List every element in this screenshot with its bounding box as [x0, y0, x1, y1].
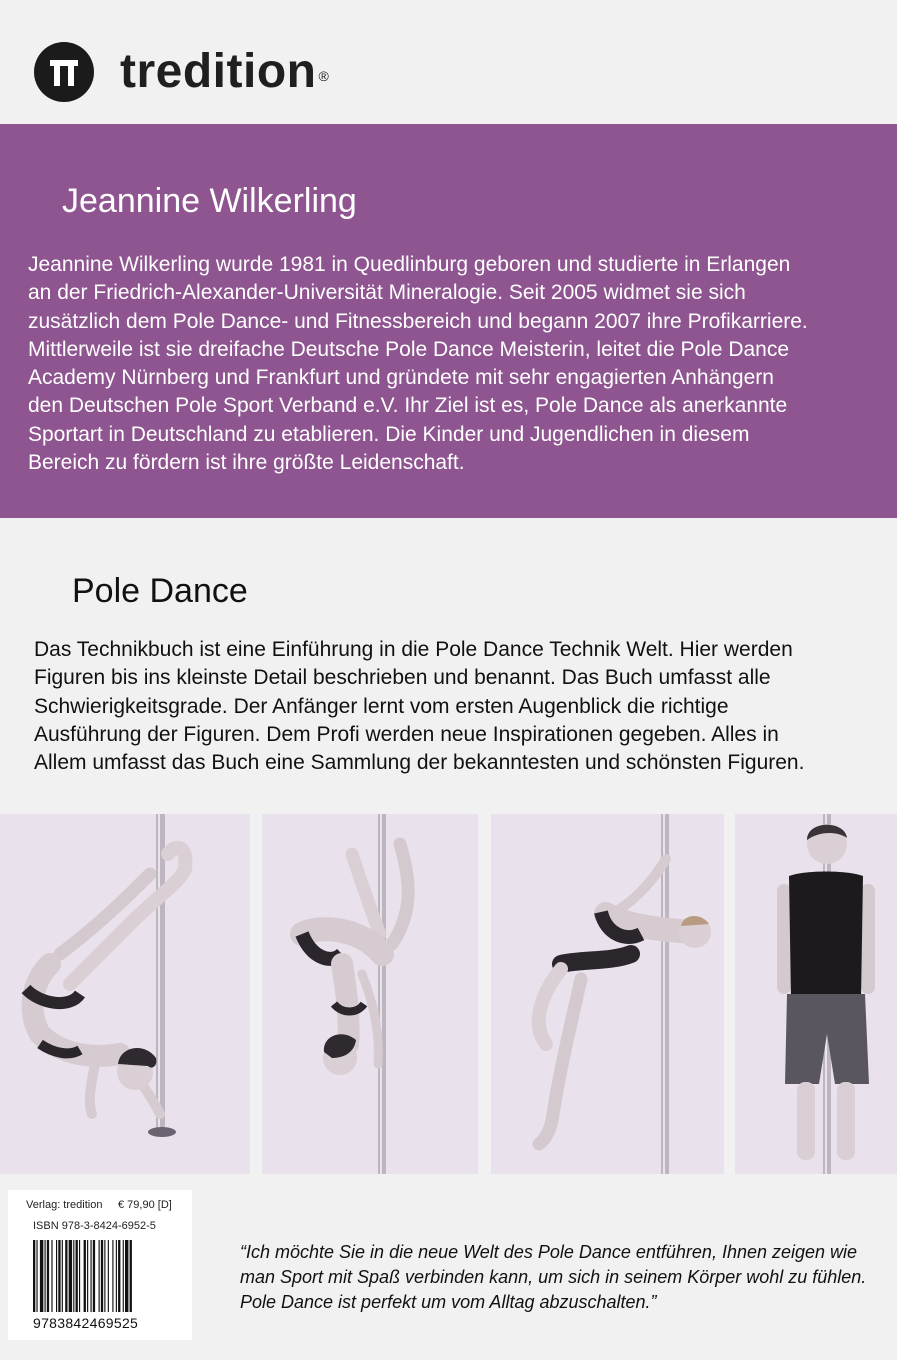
author-bio-line: den Deutschen Pole Sport Verband e.V. Ihr Ziel ist es, Pole Dance als anerkannte: [28, 394, 788, 418]
price-label: € 79,90 [D]: [118, 1199, 172, 1211]
author-bio-line: Sportart in Deutschland zu etablieren. Die Kinder und Jugendlichen in diesem: [28, 422, 750, 446]
brand-wordmark: [120, 44, 329, 100]
registered-mark: ®: [318, 68, 330, 84]
book-title: Pole Dance: [72, 572, 248, 610]
author-bio-line: Bereich zu fördern ist ihre größte Leidenschaft.: [28, 451, 465, 475]
photo-man-standing-at-pole: [735, 814, 897, 1174]
tredition-logo-icon: [34, 42, 94, 102]
book-description-line: Schwierigkeitsgrade. Der Anfänger lernt vom ersten Augenblick die richtige: [34, 694, 729, 718]
book-description-line: Allem umfasst das Buch eine Sammlung der bekanntesten und schönsten Figuren.: [34, 751, 805, 775]
author-bio-line: zusätzlich dem Pole Dance- und Fitnessbereich und begann 2007 ihre Profikarriere.: [28, 309, 808, 333]
quote-line: “Ich möchte Sie in die neue Welt des Pole Dance entführen, Ihnen zeigen wie: [240, 1242, 858, 1262]
photo-pole-pose-backbend: [0, 814, 250, 1174]
book-description: [34, 636, 896, 777]
book-description-line: Ausführung der Figuren. Dem Profi werden neue Inspirationen gegeben. Alles in: [34, 722, 779, 746]
author-bio: [28, 251, 896, 477]
barcode-number: 9783842469525: [33, 1315, 139, 1331]
photo-pole-pose-inverted: [262, 814, 478, 1174]
author-bio-line: Academy Nürnberg und Frankfurt und gründete mit sehr engagierten Anhängern: [28, 366, 774, 390]
book-description-line: Das Technikbuch ist eine Einführung in die Pole Dance Technik Welt. Hier werden: [34, 638, 793, 661]
author-quote: [240, 1240, 897, 1315]
quote-line: Pole Dance ist perfekt um vom Alltag abzuschalten.”: [240, 1292, 657, 1312]
photo-pole-pose-layback: [491, 814, 724, 1174]
author-bio-line: Jeannine Wilkerling wurde 1981 in Quedlinburg geboren und studierte in Erlangen: [28, 253, 791, 276]
author-bio-line: an der Friedrich-Alexander-Universität Mineralogie. Seit 2005 widmet sie sich: [28, 281, 746, 305]
isbn-label: ISBN 978-3-8424-6952-5: [33, 1220, 156, 1232]
author-name: Jeannine Wilkerling: [62, 182, 357, 220]
book-description-line: Figuren bis ins kleinste Detail beschrieben und benannt. Das Buch umfasst alle: [34, 666, 771, 690]
brand-name: tredition: [120, 45, 317, 98]
publisher-label: Verlag: tredition: [26, 1199, 103, 1211]
author-bio-line: Mittlerweile ist sie dreifache Deutsche Pole Dance Meisterin, leitet die Pole Dance: [28, 337, 790, 361]
quote-line: man Sport mit Spaß verbinden kann, um sich in seinem Körper wohl zu fühlen.: [240, 1267, 867, 1287]
barcode-icon: [33, 1240, 169, 1317]
